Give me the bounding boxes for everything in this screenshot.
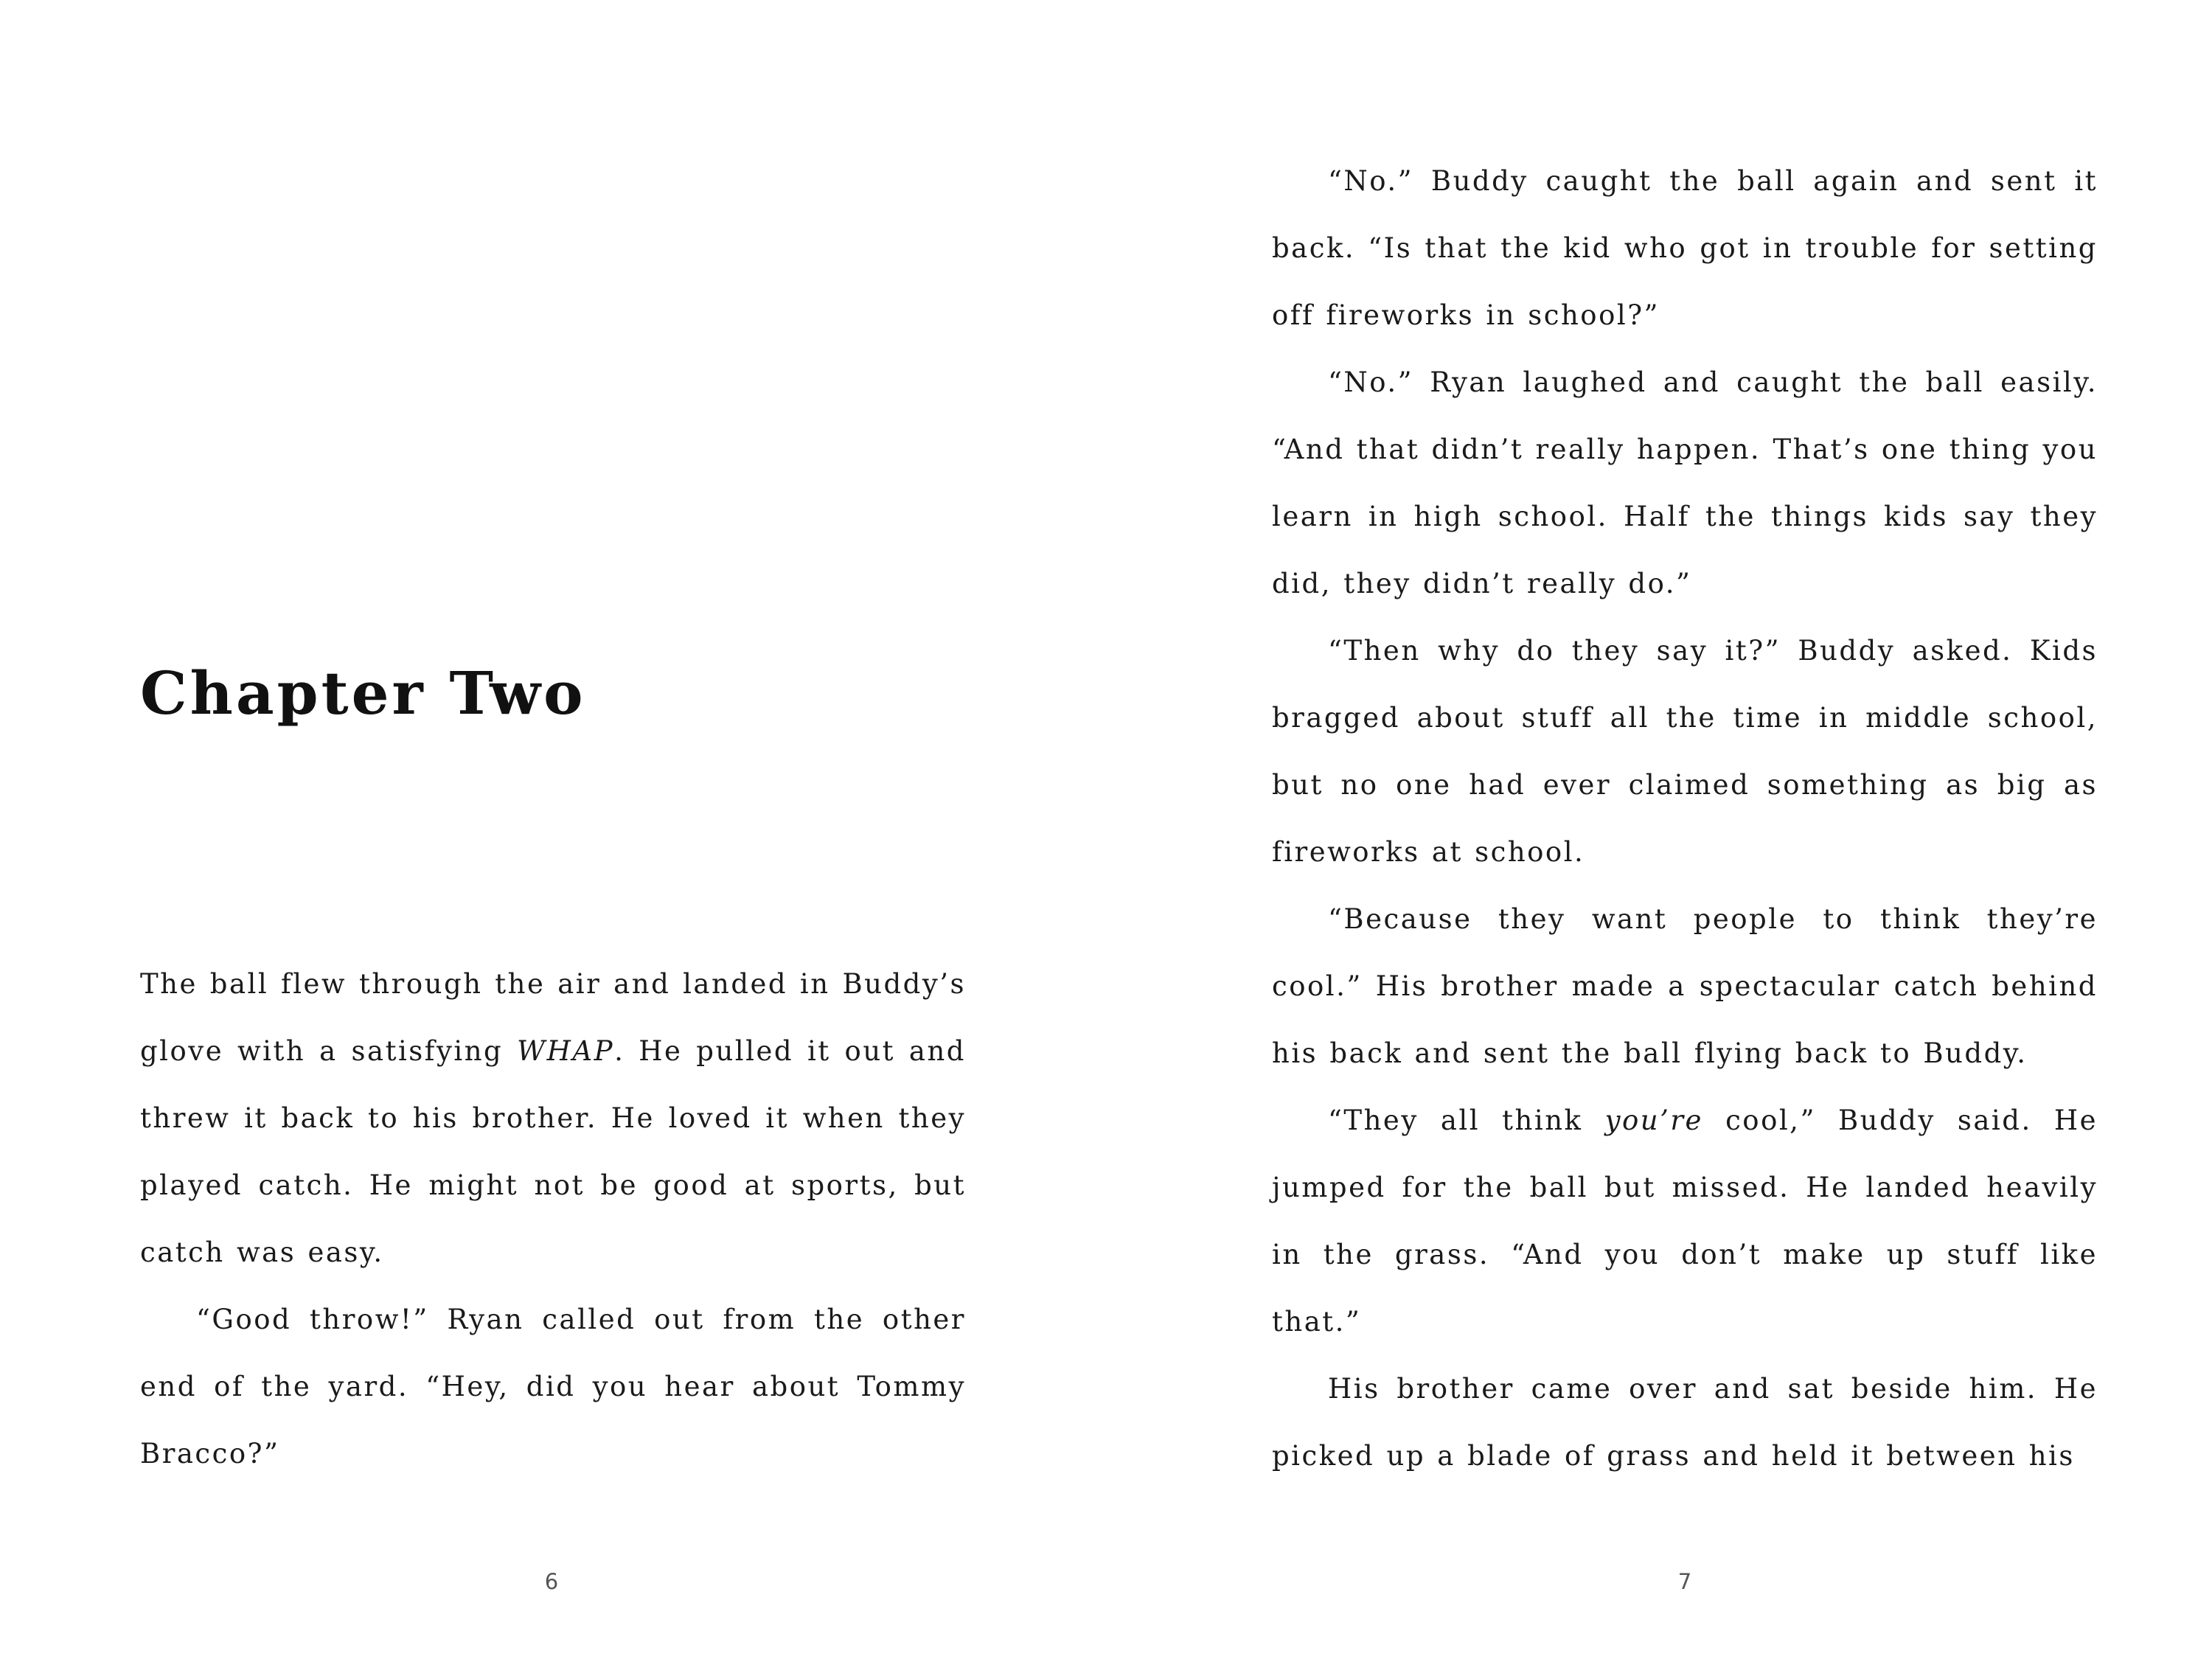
page-number: 6 [544,1569,559,1594]
paragraph-text: . He pulled it out and threw it back to his brother. He loved it when they played catch. He might not be good at sports, but catch was easy. [140,1035,966,1268]
emphasis-text: WHAP [517,1035,615,1067]
left-page-body [140,950,966,1487]
right-page-body [1272,147,2098,1489]
paragraph: “No.” Buddy caught the ball again and sent it back. “Is that the kid who got in trouble for setting off fireworks in school?” [1272,165,2098,331]
paragraph-text: “They all think [1328,1105,1605,1136]
paragraph-text: The ball flew through the air and landed in Buddy’s glove with a satisfying [140,968,966,1067]
paragraph [140,950,966,1286]
paragraph-text: cool,” Buddy said. He jumped for the ball but missed. He landed heavily in the grass. “And you don’t make up stuff like that.” [1272,1105,2098,1338]
paragraph: “Then why do they say it?” Buddy asked. Kids bragged about stuff all the time in middle school, but no one had ever claimed something as big as fireworks at school. [1272,635,2098,868]
chapter-title: Chapter Two [140,658,586,728]
paragraph: “No.” Ryan laughed and caught the ball easily. “And that didn’t really happen. That’s one thing you learn in high school. Half the things kids say they did, they didn’t really do.” [1272,366,2098,599]
right-page [1106,0,2212,1659]
paragraph: “Because they want people to think they’re cool.” His brother made a spectacular catch behind his back and sent the ball flying back to Buddy. [1272,903,2098,1069]
paragraph [1272,1087,2098,1355]
paragraph: “Good throw!” Ryan called out from the other end of the yard. “Hey, did you hear about Tommy Bracco?” [140,1304,966,1470]
paragraph: His brother came over and sat beside him. He picked up a blade of grass and held it between his [1272,1373,2098,1472]
page-number: 7 [1677,1569,1692,1594]
emphasis-text: you’re [1604,1105,1703,1136]
